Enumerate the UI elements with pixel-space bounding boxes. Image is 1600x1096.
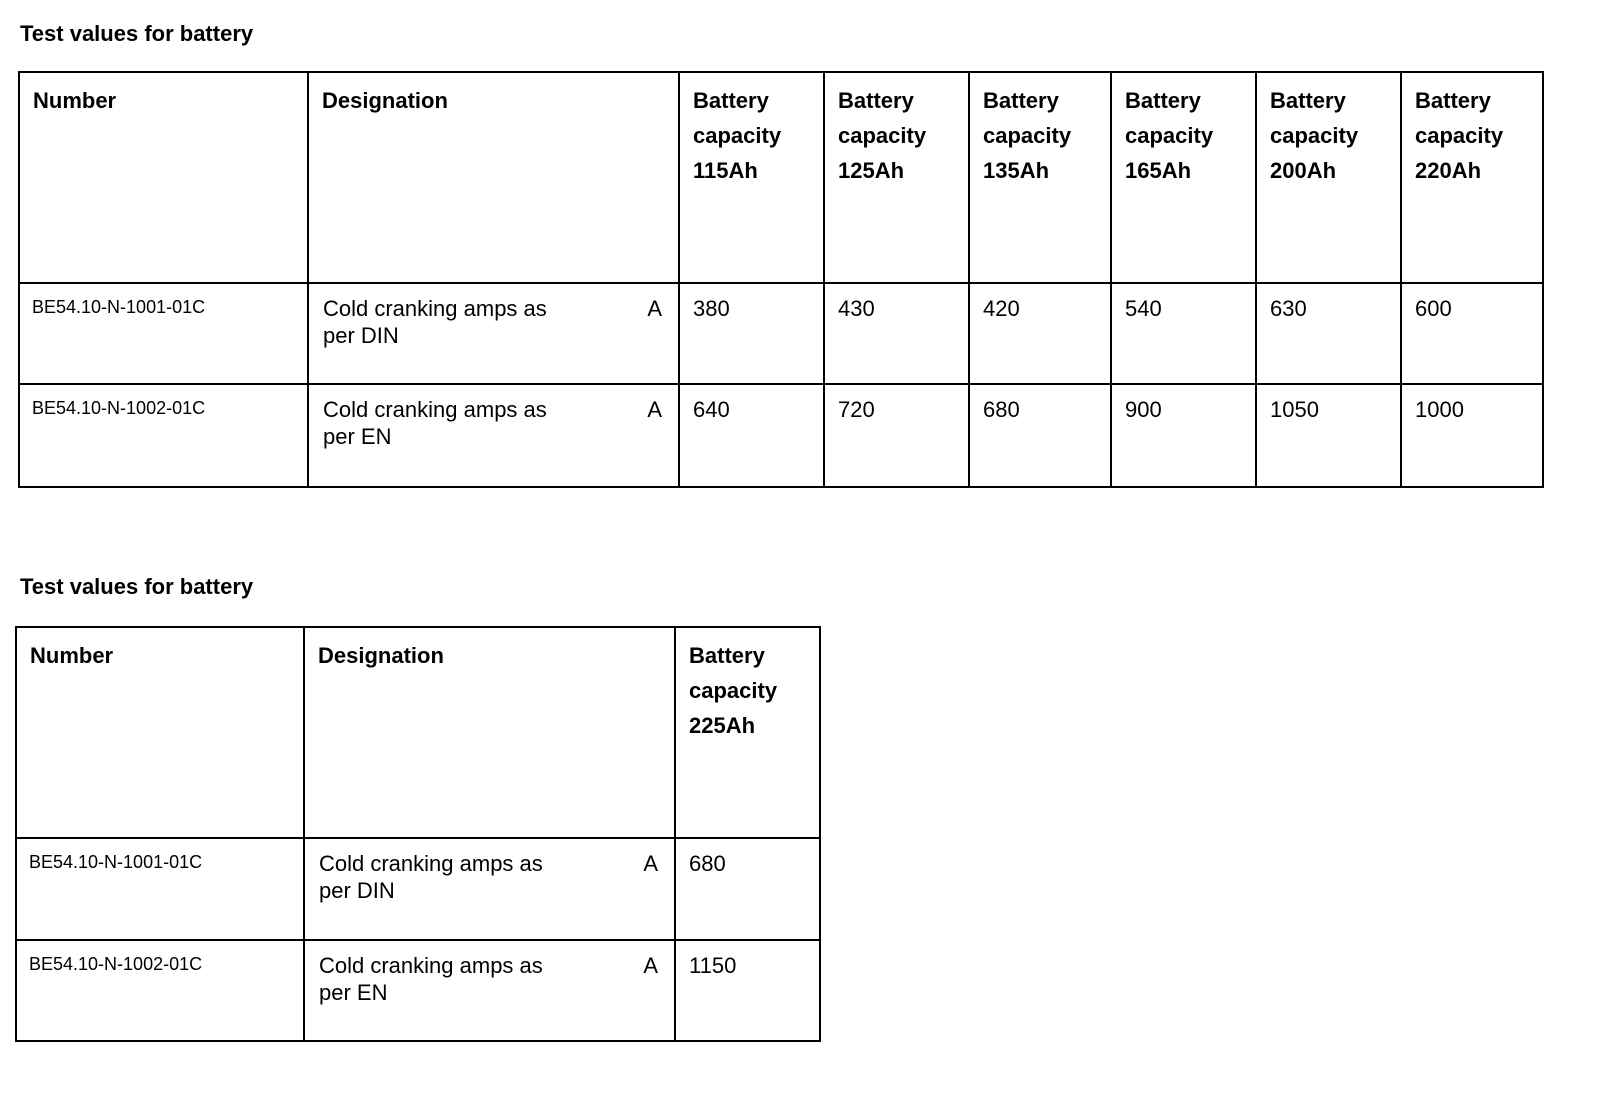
header-line: Battery <box>983 88 1059 113</box>
cell-value <box>679 384 824 487</box>
cell-value <box>824 283 969 384</box>
header-capacity-label <box>680 73 823 188</box>
column-header-capacity-225ah <box>675 627 820 838</box>
header-line: capacity <box>693 123 782 148</box>
header-line: 225Ah <box>689 713 756 738</box>
cell-value <box>824 384 969 487</box>
designation-line: Cold cranking amps as <box>319 851 543 876</box>
table-row <box>16 940 820 1041</box>
header-line: 115Ah <box>693 158 758 183</box>
header-line: 125Ah <box>838 158 905 183</box>
header-line: 200Ah <box>1270 158 1337 183</box>
unit-label: A <box>643 953 658 978</box>
designation-line: Cold cranking amps as <box>319 953 543 978</box>
header-designation-label: Designation <box>318 643 444 668</box>
value-text: 430 <box>838 296 875 321</box>
cell-designation <box>304 838 675 940</box>
cell-value <box>969 384 1111 487</box>
designation-text <box>309 284 678 349</box>
designation-line: Cold cranking amps as <box>323 296 547 321</box>
cell-number <box>16 838 304 940</box>
value-text: 630 <box>1270 296 1307 321</box>
column-header-number <box>16 627 304 838</box>
header-capacity-label <box>1257 73 1400 188</box>
header-line: Battery <box>1125 88 1201 113</box>
value-text: 1000 <box>1415 397 1464 422</box>
cell-value <box>675 940 820 1041</box>
designation-text <box>305 941 674 1006</box>
header-capacity-label <box>825 73 968 188</box>
header-line: capacity <box>689 678 778 703</box>
value-text: 680 <box>983 397 1020 422</box>
cell-value <box>675 838 820 940</box>
header-line: 135Ah <box>983 158 1050 183</box>
cell-number <box>16 940 304 1041</box>
table-header-row <box>19 72 1543 283</box>
column-header-designation <box>304 627 675 838</box>
header-line: capacity <box>838 123 927 148</box>
battery-test-values-table-2 <box>15 626 821 1042</box>
header-line: Battery <box>838 88 914 113</box>
header-line: Battery <box>1270 88 1346 113</box>
designation-text <box>305 839 674 904</box>
value-text: 640 <box>693 397 730 422</box>
header-designation-label: Designation <box>322 88 448 113</box>
value-text: 600 <box>1415 296 1452 321</box>
header-line: capacity <box>1125 123 1214 148</box>
battery-test-values-table-1 <box>18 71 1544 488</box>
value-text: 1050 <box>1270 397 1319 422</box>
header-capacity-label <box>970 73 1110 188</box>
part-number: BE54.10-N-1001-01C <box>29 852 203 872</box>
header-line: capacity <box>1270 123 1359 148</box>
cell-value <box>969 283 1111 384</box>
header-capacity-label <box>1112 73 1255 188</box>
column-header-number <box>19 72 308 283</box>
header-number-label: Number <box>33 88 117 113</box>
cell-number <box>19 283 308 384</box>
cell-number <box>19 384 308 487</box>
column-header-capacity-200ah <box>1256 72 1401 283</box>
cell-value <box>1256 384 1401 487</box>
part-number: BE54.10-N-1001-01C <box>32 297 206 317</box>
table1-title: Test values for battery <box>20 21 254 46</box>
header-number-label: Number <box>30 643 114 668</box>
header-line: Battery <box>1415 88 1491 113</box>
cell-value <box>1111 283 1256 384</box>
value-text: 680 <box>689 851 726 876</box>
value-text: 720 <box>838 397 875 422</box>
cell-designation <box>308 384 679 487</box>
value-text: 420 <box>983 296 1020 321</box>
cell-value <box>679 283 824 384</box>
part-number: BE54.10-N-1002-01C <box>32 398 206 418</box>
header-capacity-label <box>1402 73 1542 188</box>
table-header-row <box>16 627 820 838</box>
designation-line: per EN <box>323 424 392 449</box>
cell-value <box>1256 283 1401 384</box>
header-line: 165Ah <box>1125 158 1192 183</box>
value-text: 540 <box>1125 296 1162 321</box>
cell-value <box>1401 384 1543 487</box>
column-header-capacity-125ah <box>824 72 969 283</box>
value-text: 1150 <box>689 953 737 978</box>
unit-label: A <box>647 296 662 321</box>
designation-line: per DIN <box>319 878 395 903</box>
table-row <box>16 838 820 940</box>
designation-line: per DIN <box>323 323 399 348</box>
column-header-capacity-115ah <box>679 72 824 283</box>
cell-designation <box>304 940 675 1041</box>
header-line: capacity <box>983 123 1072 148</box>
header-line: Battery <box>693 88 769 113</box>
table-row <box>19 283 1543 384</box>
column-header-capacity-135ah <box>969 72 1111 283</box>
column-header-designation <box>308 72 679 283</box>
designation-text <box>309 385 678 450</box>
part-number: BE54.10-N-1002-01C <box>29 954 203 974</box>
header-line: 220Ah <box>1415 158 1482 183</box>
cell-designation <box>308 283 679 384</box>
value-text: 900 <box>1125 397 1162 422</box>
header-line: Battery <box>689 643 765 668</box>
table-row <box>19 384 1543 487</box>
header-line: capacity <box>1415 123 1504 148</box>
header-capacity-label <box>676 628 819 743</box>
designation-line: Cold cranking amps as <box>323 397 547 422</box>
column-header-capacity-220ah <box>1401 72 1543 283</box>
unit-label: A <box>647 397 662 422</box>
cell-value <box>1111 384 1256 487</box>
cell-value <box>1401 283 1543 384</box>
unit-label: A <box>643 851 658 876</box>
table2-title: Test values for battery <box>20 574 254 599</box>
value-text: 380 <box>693 296 730 321</box>
column-header-capacity-165ah <box>1111 72 1256 283</box>
designation-line: per EN <box>319 980 388 1005</box>
